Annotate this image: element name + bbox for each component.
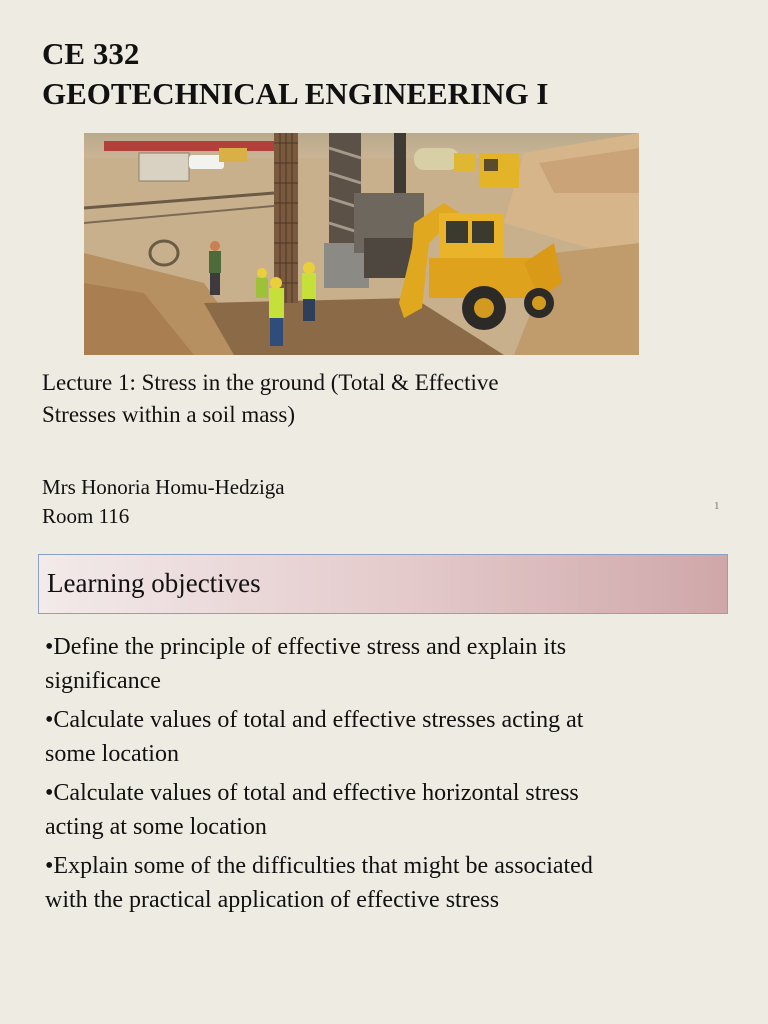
- objective-line: significance: [45, 668, 161, 694]
- objective-item: [45, 776, 735, 844]
- objectives-heading-box: [38, 554, 728, 614]
- objective-line: •Calculate values of total and effective horizontal stress: [45, 780, 579, 806]
- objective-line: acting at some location: [45, 814, 267, 840]
- objective-line: •Define the principle of effective stress and explain its: [45, 634, 567, 660]
- course-code: CE 332: [42, 36, 140, 71]
- construction-site-photo: [84, 133, 639, 355]
- lecture-title: [42, 367, 662, 431]
- objectives-heading: Learning objectives: [47, 568, 261, 598]
- lecture-title-line-2: Stresses within a soil mass): [42, 402, 295, 427]
- course-heading: [42, 34, 548, 114]
- objective-line: •Explain some of the difficulties that might be associated: [45, 853, 593, 879]
- objective-item: [45, 703, 735, 771]
- presenter-room: Room 116: [42, 504, 130, 528]
- lecture-title-line-1: Lecture 1: Stress in the ground (Total & Effective: [42, 370, 499, 395]
- objective-line: •Calculate values of total and effective stresses acting at: [45, 707, 584, 733]
- objective-item: [45, 849, 735, 917]
- presenter-name: Mrs Honoria Homu-Hedziga: [42, 475, 285, 499]
- objective-line: some location: [45, 741, 179, 767]
- objective-line: with the practical application of effective stress: [45, 887, 500, 913]
- presenter-info: [42, 473, 285, 531]
- course-title: GEOTECHNICAL ENGINEERING I: [42, 76, 549, 111]
- objectives-list: [45, 630, 735, 922]
- slide-number: 1: [714, 500, 720, 512]
- objective-item: [45, 630, 735, 698]
